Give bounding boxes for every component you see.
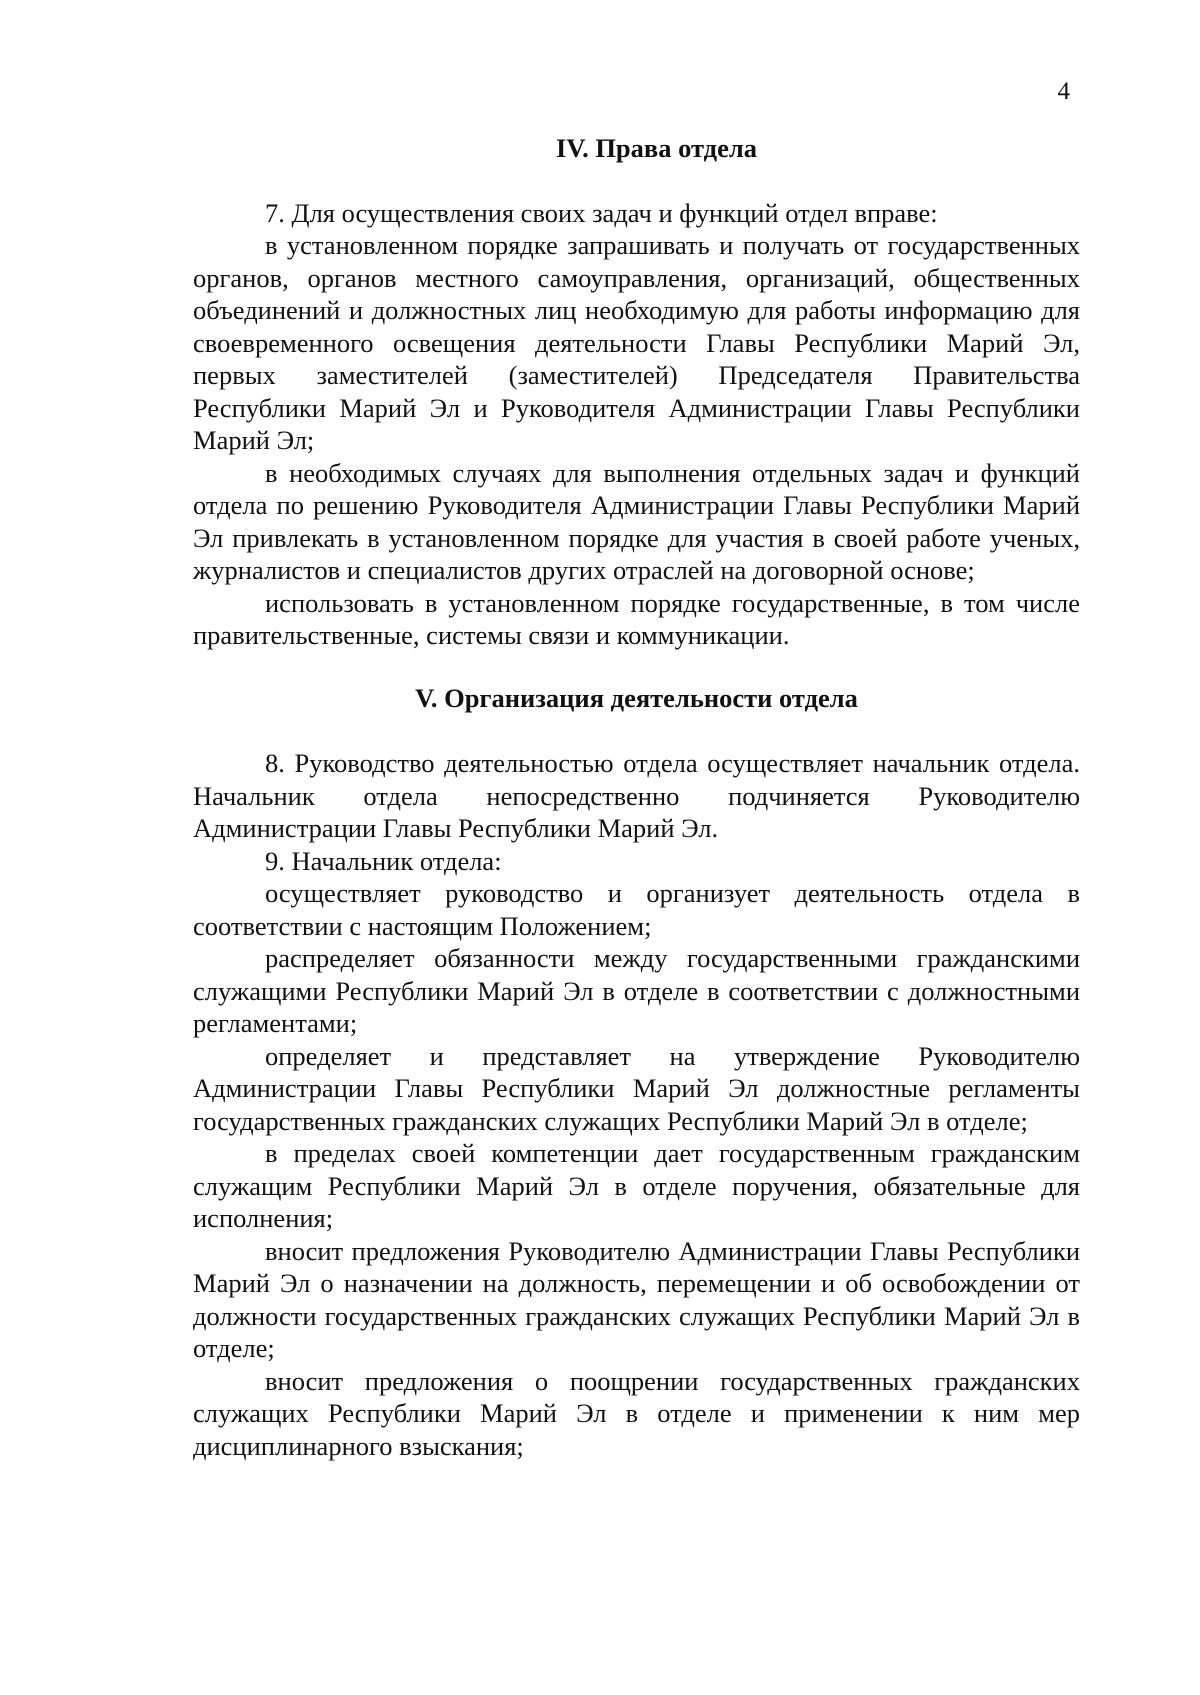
paragraph-head-distributes: распределяет обязанности между государственными гражданскими служащими Республики Марий Эл в отделе в соответствии с должностными регламентами;: [193, 943, 1080, 1038]
paragraph-head-regulations: определяет и представляет на утверждение Руководителю Администрации Главы Республики Марий Эл должностные регламенты государственных гражданских служащих Республики Марий Эл в отделе;: [193, 1040, 1080, 1136]
paragraph-9-intro: 9. Начальник отдела:: [265, 845, 502, 876]
paragraph-head-incentives: вносит предложения о поощрении государственных гражданских служащих Республики Марий Эл в отделе и применении к ним мер дисциплинарного взыскания;: [193, 1365, 1080, 1461]
paragraph-head-manages: осуществляет руководство и организует деятельность отдела в соответствии с настоящим Положением;: [193, 878, 1080, 941]
paragraph-8-leadership: 8. Руководство деятельностью отдела осуществляет начальник отдела. Начальник отдела непосредственно подчиняется Руководителю Администрации Главы Республики Марий Эл.: [193, 748, 1080, 843]
paragraph-head-assignments: в пределах своей компетенции дает государственным гражданским служащим Республики Марий Эл в отделе поручения, обязательные для исполнения;: [193, 1138, 1080, 1233]
paragraph-7-intro: 7. Для осуществления своих задач и функций отдел вправе:: [265, 197, 938, 228]
section-heading-organization: V. Организация деятельности отдела: [415, 682, 858, 713]
page-number: 4: [1057, 78, 1070, 105]
paragraph-head-appointments: вносит предложения Руководителю Администрации Главы Республики Марий Эл о назначении на должность, перемещении и об освобождении от должности государственных гражданских служащих Республики Марий Эл в отделе;: [193, 1235, 1080, 1363]
paragraph-rights-request-info: в установленном порядке запрашивать и получать от государственных органов, органов местного самоуправления, организаций, общественных объединений и должностных лиц необходимую для работы информацию для своевременного освещения деятельности Главы Республики Марий Эл, первых заместителей (заместителей) Председателя Правительства Республики Марий Эл и Руководителя Администрации Главы Республики Марий Эл;: [193, 230, 1080, 455]
document-body: [193, 132, 1080, 1462]
paragraph-rights-communications: использовать в установленном порядке государственные, в том числе правительственные, системы связи и коммуникации.: [193, 587, 1080, 650]
section-heading-rights: IV. Права отдела: [556, 133, 757, 163]
paragraph-rights-involve-experts: в необходимых случаях для выполнения отдельных задач и функций отдела по решению Руководителя Администрации Главы Республики Марий Эл привлекать в установленном порядке для участия в своей работе ученых, журналистов и специалистов других отраслей на договорной основе;: [193, 457, 1080, 585]
